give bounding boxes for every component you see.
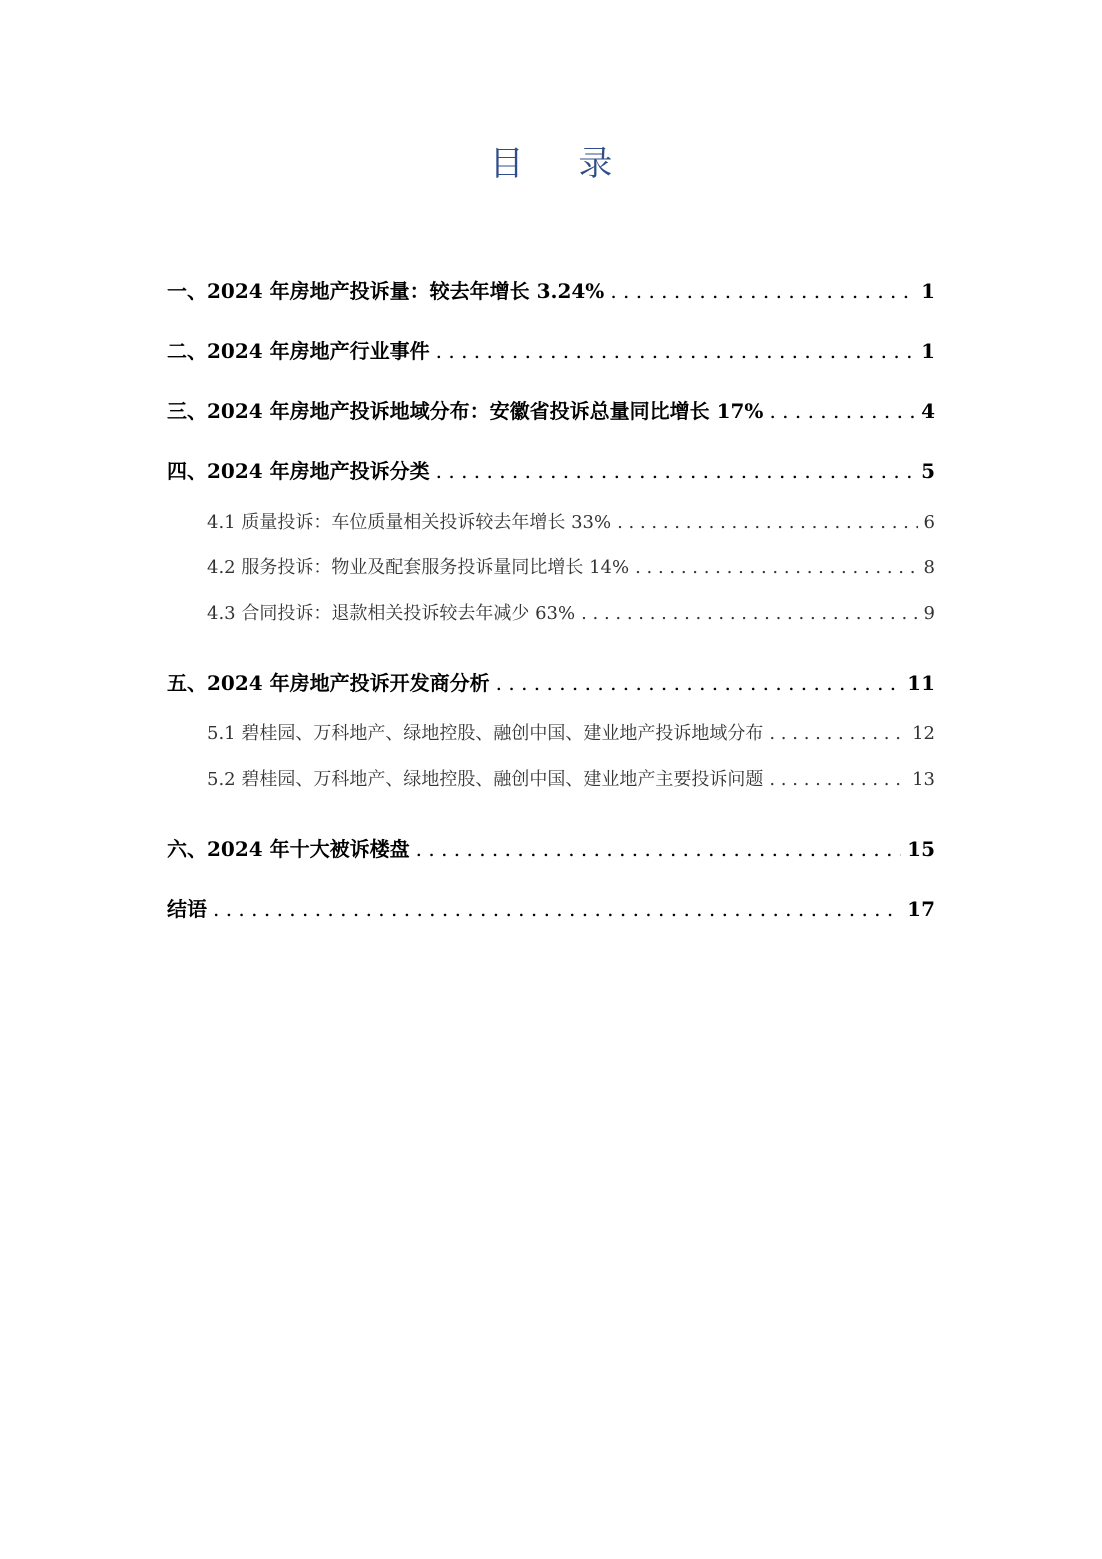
toc-entry-page: 9 — [923, 603, 935, 624]
toc-entry-label: 五、2024 年房地产投诉开发商分析 — [167, 671, 490, 695]
toc-entry-page: 15 — [907, 837, 935, 861]
toc-entry-label: 六、2024 年十大被诉楼盘 — [167, 837, 410, 861]
toc-entry-section-4-2[interactable] — [207, 554, 935, 582]
toc-dot-leader — [496, 668, 902, 698]
toc-entry-section-5-2[interactable] — [207, 766, 935, 794]
toc-entry-label: 结语 — [167, 897, 207, 921]
toc-entry-label: 一、2024 年房地产投诉量：较去年增长 3.24% — [167, 279, 605, 303]
toc-entry-label: 5.1 碧桂园、万科地产、绿地控股、融创中国、建业地产投诉地域分布 — [207, 723, 764, 744]
toc-entry-label: 4.3 合同投诉：退款相关投诉较去年减少 63% — [207, 603, 576, 624]
toc-entry-page: 1 — [921, 279, 935, 303]
toc-dot-leader — [617, 509, 917, 537]
toc-entry-section-4[interactable] — [167, 456, 935, 486]
toc-dot-leader — [436, 456, 915, 486]
toc-entry-label: 4.1 质量投诉：车位质量相关投诉较去年增长 33% — [207, 512, 612, 533]
toc-entry-section-5[interactable] — [167, 668, 935, 698]
toc-entry-page: 4 — [921, 399, 935, 423]
toc-entry-page: 1 — [921, 339, 935, 363]
toc-entry-section-2[interactable] — [167, 336, 935, 366]
toc-dot-leader — [213, 894, 901, 924]
toc-title: 目 录 — [489, 144, 635, 184]
toc-entry-label: 5.2 碧桂园、万科地产、绿地控股、融创中国、建业地产主要投诉问题 — [207, 769, 764, 790]
toc-entry-page: 12 — [912, 723, 935, 744]
toc-entry-section-4-1[interactable] — [207, 509, 935, 537]
toc-dot-leader — [769, 720, 906, 748]
toc-dot-leader — [436, 336, 915, 366]
toc-dot-leader — [581, 600, 917, 628]
toc-entry-page: 6 — [923, 512, 935, 533]
toc-entry-page: 5 — [921, 459, 935, 483]
toc-dot-leader — [610, 276, 915, 306]
toc-entry-section-4-3[interactable] — [207, 600, 935, 628]
toc-dot-leader — [769, 396, 915, 426]
toc-entry-label: 三、2024 年房地产投诉地域分布：安徽省投诉总量同比增长 17% — [167, 399, 764, 423]
toc-entry-page: 11 — [907, 671, 935, 695]
toc-dot-leader — [769, 766, 906, 794]
toc-entry-section-1[interactable] — [167, 276, 935, 306]
toc-dot-leader — [416, 834, 902, 864]
toc-entry-section-5-1[interactable] — [207, 720, 935, 748]
toc-entry-label: 二、2024 年房地产行业事件 — [167, 339, 430, 363]
toc-entry-page: 17 — [907, 897, 935, 921]
toc-entry-page: 13 — [912, 769, 935, 790]
toc-entry-section-6[interactable] — [167, 834, 935, 864]
toc-entry-label: 4.2 服务投诉：物业及配套服务投诉量同比增长 14% — [207, 557, 630, 578]
toc-entry-conclusion[interactable] — [167, 894, 935, 924]
toc-entry-label: 四、2024 年房地产投诉分类 — [167, 459, 430, 483]
toc-entry-section-3[interactable] — [167, 396, 935, 426]
toc-dot-leader — [635, 554, 917, 582]
toc-entry-page: 8 — [923, 557, 935, 578]
